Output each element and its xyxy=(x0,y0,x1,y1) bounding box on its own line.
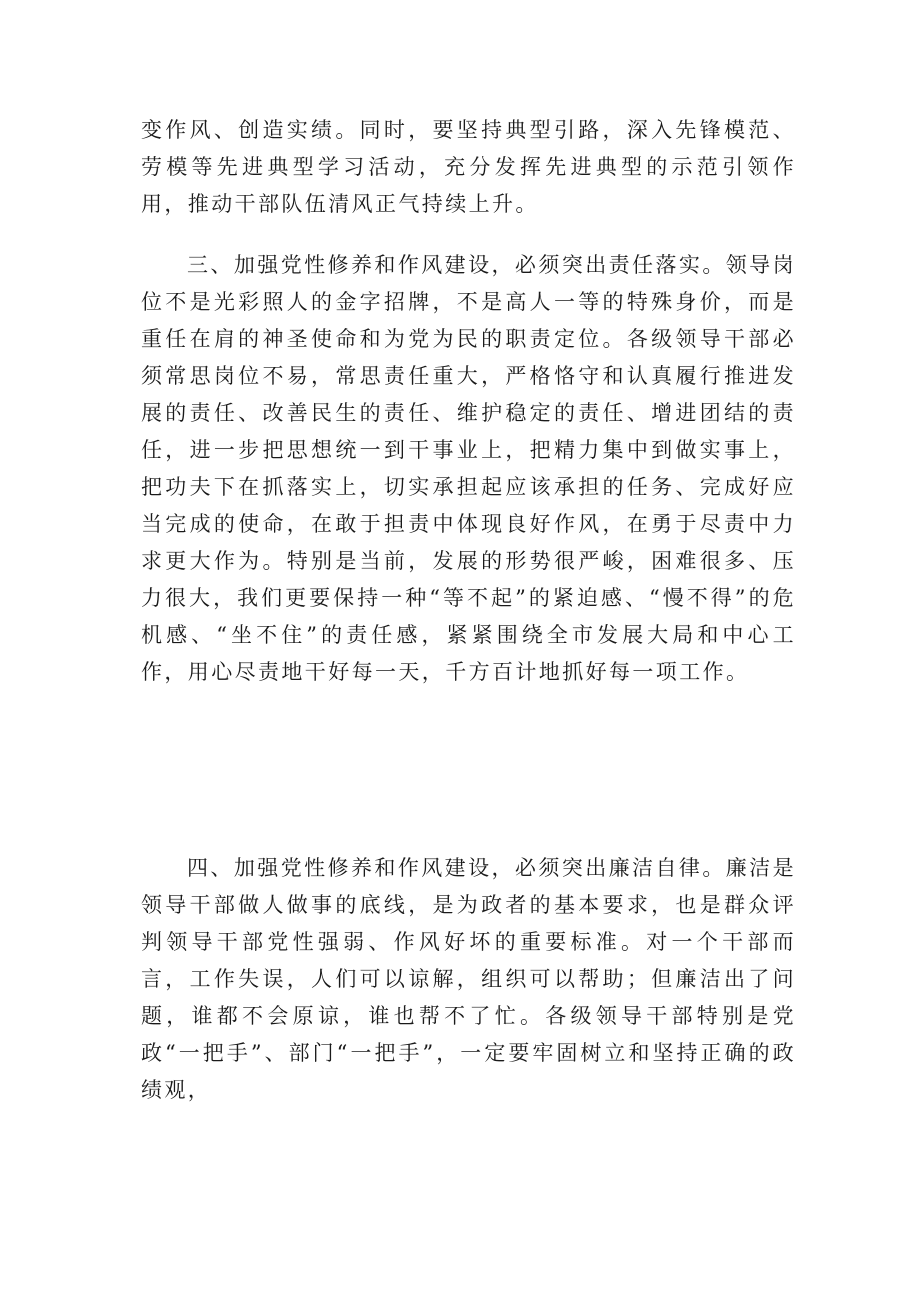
paragraph-text: 三、加强党性修养和作风建设，必须突出责任落实。领导岗位不是光彩照人的金字招牌，不是高人一等的特殊身价，而是重任在肩的神圣使命和为党为民的职责定位。各级领导干部必须常思岗位不易，常思责任重大，严格恪守和认真履行推进发展的责任、改善民生的责任、维护稳定的责任、增进团结的责任，进一步把思想统一到干事业上，把精力集中到做实事上，把功夫下在抓落实上，切实承担起应该承担的任务、完成好应当完成的使命，在敢于担责中体现良好作风，在勇于尽责中力求更大作为。特别是当前，发展的形势很严峻，困难很多、压力很大，我们更要保持一种“等不起”的紧迫感、“慢不得”的危机感、“坐不住”的责任感，紧紧围绕全市发展大局和中心工作，用心尽责地干好每一天，千方百计地抓好每一项工作。 xyxy=(141,253,796,684)
body-paragraph-continuation xyxy=(141,112,796,223)
paragraph-text: 四、加强党性修养和作风建设，必须突出廉洁自律。廉洁是领导干部做人做事的底线，是为政者的基本要求，也是群众评判领导干部党性强弱、作风好坏的重要标准。对一个干部而言，工作失误，人们可以谅解，组织可以帮助；但廉洁出了问题，谁都不会原谅，谁也帮不了忙。各级领导干部特别是党政“一把手”、部门“一把手”，一定要牢固树立和坚持正确的政绩观， xyxy=(141,856,796,1102)
body-paragraph-responsibility xyxy=(141,247,796,691)
paragraph-text: 变作风、创造实绩。同时，要坚持典型引路，深入先锋模范、劳模等先进典型学习活动，充分发挥先进典型的示范引领作用，推动干部队伍清风正气持续上升。 xyxy=(141,118,796,216)
body-paragraph-integrity xyxy=(141,850,796,1109)
